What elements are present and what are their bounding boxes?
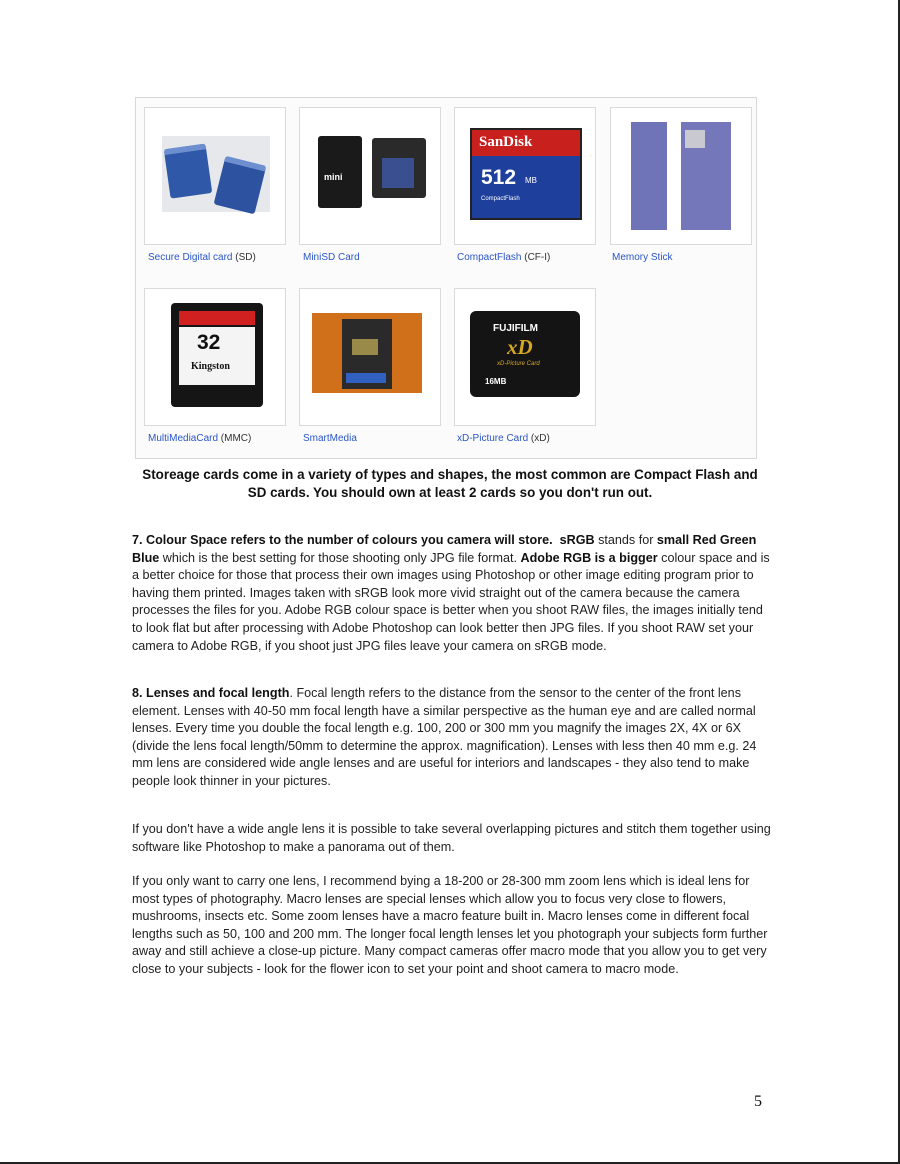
smartmedia-thumbnail[interactable] <box>299 288 441 426</box>
xd-card-thumbnail[interactable] <box>454 288 596 426</box>
text-run: stands for <box>594 533 657 547</box>
text-run: colour space and is a better choice for those that process their own images using Photoshop or other image editing program prior to having them printed. Images taken with sRGB look more vivid straight out of the camera because the camera processes the files for you. Adobe RGB colour space is better when you shoot RAW files, the images initially tend to look flat but after processing with Adobe Photoshop can look better then JPG files. If you shoot RAW set your camera to Adobe RGB, if you shoot just JPG files leave your camera on sRGB mode. <box>132 550 770 653</box>
adobe-rgb-term: Adobe RGB is a bigger <box>520 550 658 565</box>
xd-logo: xD <box>507 335 533 359</box>
smartmedia-link[interactable]: SmartMedia <box>303 433 357 444</box>
xd-suffix: (xD) <box>528 433 550 444</box>
caption-memory-stick[interactable] <box>612 252 767 264</box>
kingston-label: Kingston <box>191 361 230 372</box>
caption-minisd[interactable] <box>303 252 458 264</box>
paragraph-wide-angle: If you don't have a wide angle lens it is possible to take several overlapping pictures and stitch them together using software like Photoshop to make a panorama out of them. <box>132 822 771 854</box>
text-run: . Focal length refers to the distance from the sensor to the center of the front lens element. Lenses with 40-50 mm focal length have a similar perspective as the human eye and are called normal lenses. Every time you double the focal length e.g. 100, 200 or 300 mm you magnify the images 2X, 4X or 6X (divide the lens focal length/50mm to determine the approx. magnification). Lenses with less then 40 mm e.g. 24 mm lens are considered wide angle lenses and are useful for interiors and landscapes - they also tend to make people look thinner in your pictures. <box>132 686 757 788</box>
xd-capacity: 16MB <box>485 377 507 386</box>
mmc-link[interactable]: MultiMediaCard <box>148 433 219 444</box>
memory-stick-link[interactable]: Memory Stick <box>612 252 673 263</box>
page-number: 5 <box>754 1093 762 1110</box>
colour-space-heading: 7. Colour Space refers to the number of colours you camera will store. <box>132 533 553 547</box>
text-run: which is the best setting for those shooting only JPG file format. <box>159 550 521 565</box>
caption-smartmedia[interactable] <box>303 433 458 445</box>
cf-mb: MB <box>525 176 537 185</box>
sd-card-thumbnail[interactable] <box>144 107 286 245</box>
srgb-term: sRGB <box>559 533 595 547</box>
compactflash-suffix: (CF-I) <box>521 252 551 263</box>
compactflash-card-thumbnail[interactable] <box>454 107 596 245</box>
mmc-capacity: 32 <box>197 331 221 354</box>
fujifilm-logo: FUJIFILM <box>493 323 538 334</box>
mmc-suffix: (MMC) <box>218 433 252 444</box>
mmc-card-thumbnail[interactable] <box>144 288 286 426</box>
minisd-card-thumbnail[interactable] <box>299 107 441 245</box>
paragraph-lenses <box>132 685 772 791</box>
gallery-caption: Storeage cards come in a variety of types and shapes, the most common are Compact Flash and SD cards. You should own at least 2 cards so you don't run out. <box>142 467 758 500</box>
sd-link[interactable]: Secure Digital card <box>148 252 233 263</box>
srgb-expansion: small Red Green Blue <box>132 533 757 565</box>
sd-suffix: (SD) <box>232 252 256 263</box>
compactflash-link[interactable]: CompactFlash <box>457 252 522 263</box>
xd-link[interactable]: xD-Picture Card <box>457 433 529 444</box>
paragraph-colour-space <box>132 532 772 655</box>
minisd-link[interactable]: MiniSD Card <box>303 252 360 263</box>
caption-xd[interactable] <box>457 433 612 445</box>
mini-label: mini <box>324 172 343 182</box>
memory-card-gallery <box>135 97 757 459</box>
xd-sub-label: xD-Picture Card <box>497 361 540 367</box>
paragraph-zoom-macro: If you only want to carry one lens, I recommend bying a 18-200 or 28-300 mm zoom lens which is ideal lens for most types of photography. Macro lenses are special lenses which allow you to focus very close to flowers, mushrooms, insects etc. Some zoom lenses have a macro feature built in. Macro lenses come in different focal lengths such as 50, 100 and 200 mm. The longer focal length lenses let you photograph your subjects form further away and still achieve a close-up picture. Many compact cameras offer macro mode that you allow you to get very close to your subjects - look for the flower icon to set your point and shoot camera to macro mode. <box>132 874 768 976</box>
cf-label: CompactFlash <box>481 196 520 202</box>
memory-stick-thumbnail[interactable] <box>610 107 752 245</box>
caption-sd[interactable] <box>148 252 303 264</box>
lenses-heading: 8. Lenses and focal length <box>132 686 290 700</box>
caption-mmc[interactable] <box>148 433 303 445</box>
sandisk-logo: SanDisk <box>479 134 533 150</box>
cf-capacity: 512 <box>481 166 517 189</box>
caption-compactflash[interactable] <box>457 252 612 264</box>
